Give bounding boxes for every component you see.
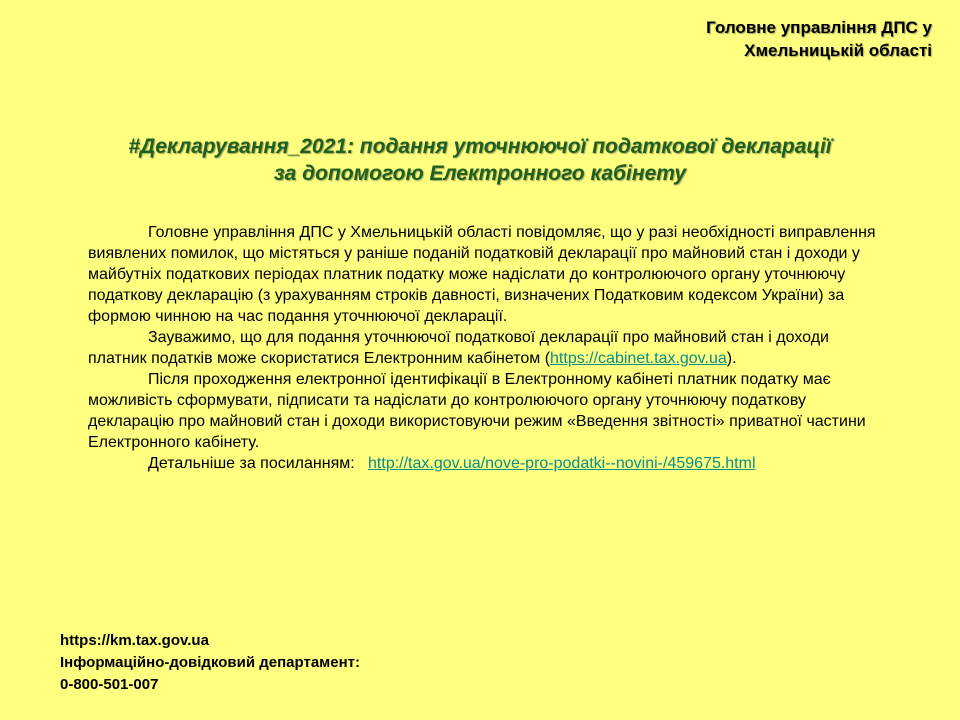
paragraph-1: Головне управління ДПС у Хмельницькій області повідомляє, що у разі необхідності виправлення виявлених помилок, що містяться у раніше поданій податковій декларації про майновий стан і доходи у майбутніх податкових періодах платник податку може надіслати до контролюючого органу уточнюючу податкову декларацію (з урахуванням строків давності, визначених Податковим кодексом України) за формою чинною на час подання уточнюючої декларації. — [88, 224, 876, 325]
paragraph-2-close: ). — [726, 350, 737, 367]
paragraph-4 — [88, 453, 888, 474]
organization-name-line1: Головне управління ДПС у — [706, 18, 932, 37]
paragraph-2-open: ( — [544, 350, 551, 367]
organization-name-line2: Хмельницькій області — [744, 41, 932, 60]
title-line2: за допомогою Електронного кабінету — [273, 162, 687, 185]
page-title — [40, 133, 920, 187]
details-label: Детальніше за посиланням: — [148, 455, 355, 472]
footer-department: Інформаційно-довідковий департамент: — [60, 654, 361, 671]
organization-header — [706, 16, 932, 62]
paragraph-2 — [88, 327, 888, 369]
footer-site: https://km.tax.gov.ua — [60, 632, 209, 649]
article-body — [88, 222, 888, 474]
footer-contacts — [60, 630, 360, 696]
details-link[interactable]: http://tax.gov.ua/nove-pro-podatki--novini-/459675.html — [368, 455, 756, 472]
cabinet-link[interactable]: https://cabinet.tax.gov.ua — [550, 350, 727, 367]
footer-phone: 0-800-501-007 — [60, 676, 159, 693]
title-line1: #Декларування_2021: подання уточнюючої податкової декларації — [128, 135, 832, 158]
paragraph-2-text: Зауважимо, що для подання уточнюючої податкової декларації про майновий стан і доходи платник податків може скористатися Електронним кабінетом — [88, 329, 829, 367]
paragraph-3: Після проходження електронної ідентифікації в Електронному кабінеті платник податку має можливість сформувати, підписати та надіслати до контролюючого органу уточнюючу податкову декларацію про майновий стан і доходи використовуючи режим «Введення звітності» приватної частини Електронного кабінету. — [88, 371, 866, 451]
